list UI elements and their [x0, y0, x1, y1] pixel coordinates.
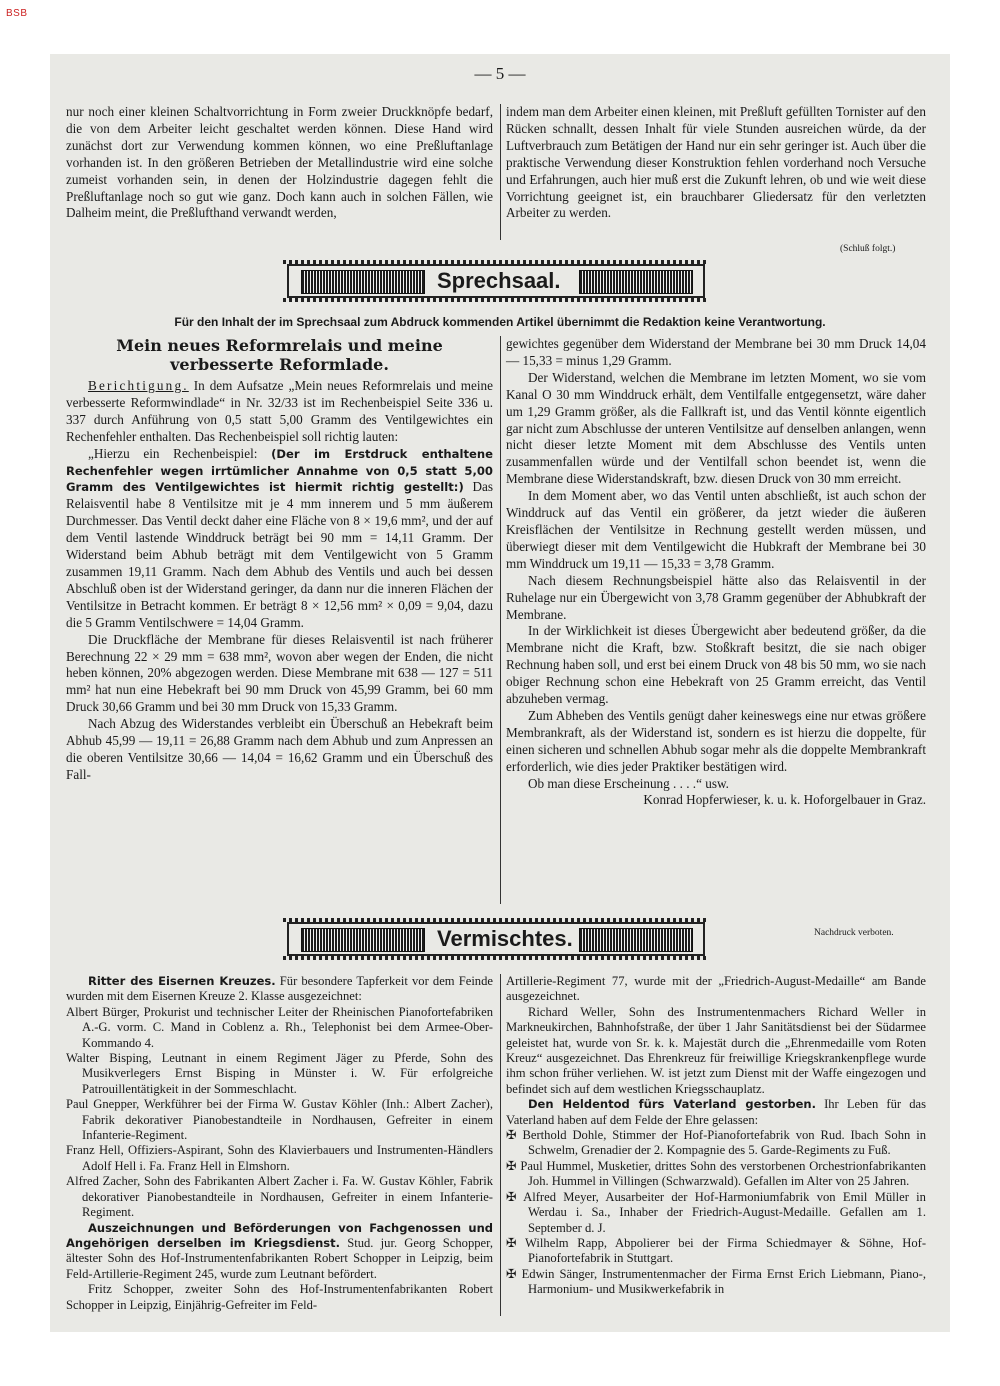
banner-ornament-left — [301, 270, 425, 294]
awards-text-1: Stud. jur. Georg Schopper, ältester Sohn des Hof-Instrumentenfabrikanten Robert Schopper in Leipzig, beim Feld-Artillerie-Regiment 245, wurde zum Leutnant befördert. — [66, 1235, 493, 1281]
banner-ornament-right — [579, 928, 693, 952]
sprechsaal-right-column — [506, 336, 926, 809]
iron-cross-intro: Für besondere Tapferkeit vor dem Feinde wurden mit dem Eisernen Kreuze 2. Klasse ausgezeichnet: — [66, 974, 493, 1004]
list-item: Walter Bisping, Leutnant in einem Regiment Jäger zu Pferde, Sohn des Musikverlegers Ernst Bisping in Münster i. W. Für erfolgreiche Patrouillentätigkeit in der Sommeschlacht. — [66, 1051, 493, 1096]
continued-note: (Schluß folgt.) — [840, 244, 896, 254]
column-divider — [500, 104, 501, 240]
top-right-paragraph: indem man dem Arbeiter einen kleinen, mit Preßluft gefüllten Tornister auf den Rücken schnallt, dessen Inhalt für viele Stunden ausreichen würde, da der Luftverbrauch zum Betätigen der Hand nur ein sehr geringer ist. Auch über die praktische Verwendung dieser Konstruktion fehlen vorderhand noch Versuche und Erfahrungen, auch hier muß erst die Zukunft lehren, ob und wie weit diese Vorrichtung geeignet ist, ein brauchbarer Gliedersatz für den verletzten Arbeiter zu werden. — [506, 104, 926, 221]
iron-cross-icon: ✠ — [506, 1235, 517, 1250]
sprechsaal-left-column — [66, 336, 493, 784]
award-continuation: Artillerie-Regiment 77, wurde mit der „Friedrich-August-Medaille“ am Bande ausgezeichnet. — [506, 974, 926, 1004]
banner-dots-bottom — [283, 298, 709, 302]
list-item: Alfred Meyer, Ausarbeiter der Hof-Harmoniumfabrik von Emil Müller in Werdau i. Sa., Inhaber der Friedrich-August-Medaille. Gefallen am 1. September d. J. — [523, 1189, 926, 1235]
list-item: Edwin Sänger, Instrumentenmacher der Firma Ernst Erich Liebmann, Piano-, Harmonium- und Musikwerkefabrik in — [521, 1266, 926, 1297]
list-item: Albert Bürger, Prokurist und technischer Leiter der Rheinischen Pianofortefabriken A.-G. vorm. C. Mand in Coblenz a. Rh., Telephonist bei dem Armee-Ober-Kommando 4. — [66, 1004, 493, 1050]
death-heading: Den Heldentod fürs Vaterland gestorben. — [528, 1097, 816, 1112]
right-paragraph-6: Zum Abheben des Ventils genügt daher keineswegs eine nur etwas größere Membrankraft, als der Widerstand ist, sondern es ist hierzu die doppelte, für einen sicheren und schnellen Abhub sogar mehr als die doppelte Membrankraft erforderlich, wie dies jeder Praktiker bestätigen wird. — [506, 707, 926, 774]
sprechsaal-banner — [283, 260, 709, 302]
right-paragraph-7: Ob man diese Erscheinung . . . .“ usw. — [528, 775, 729, 791]
right-paragraph-3: In dem Moment aber, wo das Ventil unten abschließt, ist auch schon der Winddruck auf das Ventil ein größerer, da jetzt wieder die äußeren Kreisflächen der Ventilsitze in Rechnung gestellt werden müssen, und überwiegt dieser mit dem Ventilgewicht die Hubkraft der Membrane bei 30 mm Winddruck um 19,11 — 15,33 = 3,78 Gramm. — [506, 488, 926, 571]
top-left-paragraph: nur noch einer kleinen Schaltvorrichtung in Form zweier Druckknöpfe bedarf, die von dem Arbeiter leicht geschaltet werden können. Diese Hand wird zunächst dort zur Verwendung kommen können, wo eine Preßluftanlage vorhanden ist. In den größeren Betrieben der Metallindustrie wird eine solche zumeist vorhanden sein, in denen der Holzindustrie dagegen fehlt die Preßluftanlage noch so gut wie ganz. Doch kann auch in solchen Fällen, wie Dalheim meint, die Preßlufthand verwandt werden, — [66, 104, 493, 221]
correction-text: In dem Aufsatze „Mein neues Reformrelais und meine verbesserte Reformwindlade“ in Nr. 32/33 ist im Rechenbeispiel Seite 336 u. 337 durch Anführung von 0,5 statt 5,00 Gramm des Ventilgewichtes ein Rechenfehler enthalten. Das Rechenbeispiel soll richtig lauten: — [66, 378, 494, 444]
vermischtes-left-column — [66, 974, 493, 1313]
iron-cross-icon: ✠ — [506, 1158, 517, 1173]
correction-label: Berichtigung. — [88, 378, 189, 393]
list-item: Alfred Zacher, Sohn des Fabrikanten Albert Zacher i. Fa. W. Gustav Köhler, Fabrik dekorativer Pianobestandteile in Nordhausen, Gefreiter in einem Infanterie-Regiment. — [66, 1174, 493, 1220]
quote-start: „Hierzu ein Rechenbeispiel: — [88, 445, 258, 461]
reprint-note: Nachdruck verboten. — [814, 928, 894, 938]
column-divider — [500, 336, 501, 904]
right-paragraph-5: In der Wirklichkeit ist dieses Übergewicht aber bedeutend größer, da die Membrane nicht die Kraft, bzw. Stoßkraft besitzt, die sie nach obiger Rechnung haben soll, und erst bei einem Druck von 48 bis 50 mm, wo sie nach obiger Rechnung schon eine Hebekraft von 25 Gramm erreicht, das Ventil abzuheben vermag. — [506, 623, 926, 707]
awards-text-2: Fritz Schopper, zweiter Sohn des Hof-Instrumentenfabrikanten Robert Schopper in Leipzig, Einjährig-Gefreiter im Feld- — [66, 1282, 493, 1312]
list-item: Paul Hummel, Musketier, drittes Sohn des verstorbenen Orchestrionfabrikanten Joh. Hummel in Villingen (Schwarzwald). Gefallen im Alter von 25 Jahren. — [520, 1158, 926, 1189]
column-divider — [500, 974, 501, 1316]
banner-ornament-left — [301, 928, 425, 952]
banner-ornament-right — [579, 270, 693, 294]
iron-cross-icon: ✠ — [506, 1189, 517, 1204]
awards-heading: Auszeichnungen und Beförderungen von Fachgenossen und Angehörigen derselben im Kriegsdienst. — [66, 1220, 493, 1250]
vermischtes-title: Vermischtes. — [431, 924, 579, 954]
membrane-paragraph: Die Druckfläche der Membrane für dieses Relaisventil ist nach früherer Berechnung 22 × 29 mm = 638 mm², wovon aber wegen der Enden, die nicht heben können, 20% abgezogen werden. Diese Membrane mit 638 — 127 = 511 mm² hat nun eine Hebekraft bei 90 mm Druck von 45,99 Gramm, bei 60 mm Druck 30,66 Gramm und bei 30 mm Druck von 15,33 Gramm. — [66, 631, 493, 715]
list-item: Wilhelm Rapp, Abpolierer bei der Firma Schiedmayer & Söhne, Hof-Pianofortefabrik in Stuttgart. — [525, 1235, 927, 1266]
top-right-column — [506, 104, 926, 222]
vermischtes-right-column — [506, 974, 926, 1298]
right-paragraph-2: Der Widerstand, welchen die Membrane im letzten Moment, wo sie vom Kanal O 30 mm Winddruck erhält, dem Ventilfalle entgegensetzt, wäre daher um 1,29 Gramm größer, als die Fallkraft ist, und das Ventil könnte eigentlich gar nicht zum Abschlusse der unteren Ventilsitze auf denselben anlangen, wenn nicht dieser letzte Moment mit dem Abschlusse des Ventils unten zusammenfallen würde und der Ventilfall schon beendet ist, wenn die Membrane diese Widerstandskraft, bzw. diesen Druck von 30 mm erreicht. — [506, 369, 926, 487]
example-text: Das Relaisventil habe 8 Ventilsitze mit je 4 mm innerem und 5 mm äußerem Durchmesser. Das Ventil deckt daher eine Fläche von 8 × 19,6 mm², und der auf dem Ventil lastende Winddruck beträgt bei 90 mm = 14,11 Gramm. Der Widerstand beim Abhub beträgt mit dem Ventilgewicht von 5 Gramm zusammen 19,11 Gramm. Nach dem Abhub des Ventils und auch bei dessen Abschluß oben ist der Widerstand geringer, da dann nur die inneren Flächen der Ventilsitze in Betracht kommen. Er beträgt 8 × 12,56 mm² × 0,09 = 9,04, dazu die 5 Gramm Ventilschwere = 14,04 Gramm. — [66, 479, 494, 630]
sprechsaal-title: Sprechsaal. — [431, 266, 567, 296]
weller-paragraph: Richard Weller, Sohn des Instrumentenmachers Richard Weller in Markneukirchen, Bahnhofstraße, der über 1 Jahr Sanitätsdienst bei der Südarmee geleistet hat, wurde von Sr. k. k. Majestät durch die „Ehrenmedaille vom Roten Kreuz“ ausgezeichnet. Das Ehrenkreuz für freiwillige Kriegskrankenpflege wurde ihm schon früher verliehen. W. ist jetzt zum Dienst mit der Waffe eingezogen und befindet sich auf dem westlichen Kriegsschauplatz. — [506, 1004, 926, 1096]
right-paragraph-1: gewichtes gegenüber dem Widerstand der Membrane bei 30 mm Druck 14,04 — 15,33 = minus 1,29 Gramm. — [506, 336, 926, 368]
author-signature: Konrad Hopferwieser, k. u. k. Hoforgelbauer in Graz. — [643, 792, 926, 808]
page-number: — 5 — — [474, 64, 526, 83]
article-title: Mein neues Reformrelais und meine verbesserte Reformlade. — [116, 336, 443, 374]
sprechsaal-disclaimer: Für den Inhalt der im Sprechsaal zum Abdruck kommenden Artikel übernimmt die Redaktion keine Verantwortung. — [174, 315, 826, 329]
banner-dots-bottom — [283, 956, 709, 960]
iron-cross-icon: ✠ — [506, 1266, 517, 1281]
vermischtes-banner — [283, 918, 709, 960]
right-paragraph-4: Nach diesem Rechnungsbeispiel hätte also das Relaisventil in der Ruhelage nur ein Übergewicht von 3,78 Gramm gegenüber der Abhubkraft der Membrane. — [506, 572, 926, 622]
list-item: Franz Hell, Offiziers-Aspirant, Sohn des Klavierbauers und Instrumenten-Händlers Adolf Hell i. Fa. Franz Hell in Elmshorn. — [66, 1143, 493, 1173]
top-left-column — [66, 104, 493, 222]
list-item: Paul Gnepper, Werkführer bei der Firma W. Gustav Köhler (Inh.: Albert Zacher), Fabrik dekorativer Pianobestandteile in Nordhausen, Gefreiter in einem Infanterie-Regiment. — [66, 1097, 493, 1143]
surplus-paragraph: Nach Abzug des Widerstandes verbleibt ein Überschuß an Hebekraft beim Abhub 45,99 — 19,11 = 26,88 Gramm nach dem Abhub und zum Anpressen an die oberen Ventilsitze 30,66 — 14,04 = 16,62 Gramm und ein Überschuß des Fall- — [66, 716, 493, 782]
correction-note: (Der im Erstdruck enthaltene Rechenfehler wegen irrtümlicher Annahme von 0,5 statt 5,00 Gramm des Ventilgewichtes ist hiermit richtig gestellt:) — [66, 446, 494, 495]
list-item: Berthold Dohle, Stimmer der Hof-Pianofortefabrik von Rud. Ibach Sohn in Schwelm, Grenadier der 2. Kompagnie des 5. Garde-Regiments zu Fuß. — [522, 1128, 926, 1158]
death-intro: Ihr Leben für das Vaterland haben auf dem Felde der Ehre gelassen: — [506, 1097, 926, 1127]
iron-cross-heading: Ritter des Eisernen Kreuzes. — [88, 974, 276, 988]
iron-cross-icon: ✠ — [506, 1128, 517, 1143]
watermark: BSB — [6, 8, 28, 19]
newspaper-page — [50, 54, 950, 1332]
